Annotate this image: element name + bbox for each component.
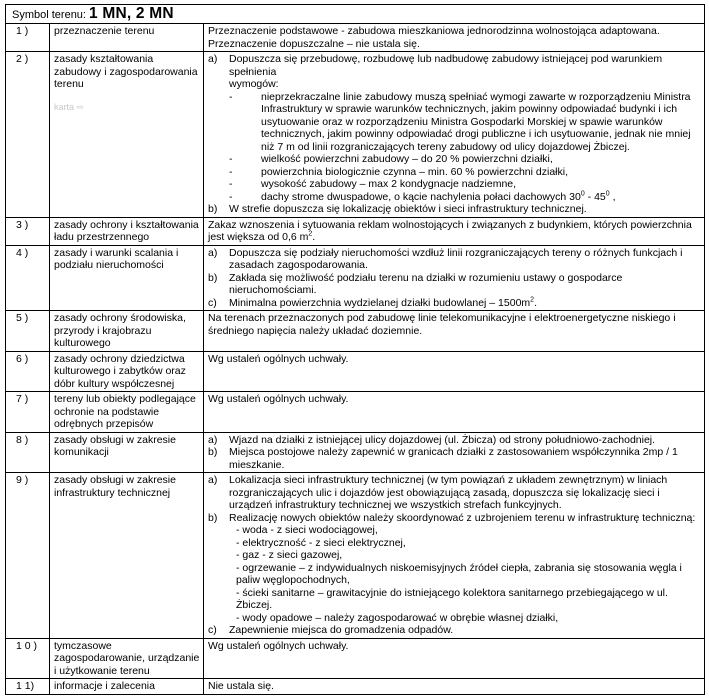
row-content (204, 245, 705, 311)
list-item (208, 297, 701, 310)
content-line: Przeznaczenie dopuszczalne – nie ustala się. (208, 37, 420, 50)
row-number: 1 1) (6, 679, 50, 695)
row-category: zasady i warunki scalania i podziału nieruchomości (50, 245, 204, 311)
row-category: zasady ochrony środowiska, przyrody i krajobrazu kulturowego (50, 311, 204, 352)
plot-size-text: . (534, 296, 537, 309)
utility-item: - ścieki sanitarne – grawitacyjnie do istniejącego kolektora sanitarnego przebiegającego w ul. Żbiczej. (236, 586, 668, 611)
roof-text: dachy strome dwuspadowe, o kącie nachylenia połaci dachowych 30 (261, 190, 581, 203)
row-category: zasady ochrony dziedzictwa kulturowego i zabytków oraz dóbr kultury współczesnej (50, 351, 204, 392)
list-marker: c) (208, 624, 217, 636)
row-content: Wg ustaleń ogólnych uchwały. (204, 392, 705, 433)
row-category: tereny lub obiekty podlegające ochronie na podstawie odrębnych przepisów (50, 392, 204, 433)
list-text: W strefie dopuszcza się lokalizację obiektów i sieci infrastruktury technicznej. (229, 203, 587, 215)
dash-text: powierzchnia biologicznie czynna – min. 60 % powierzchni działki, (261, 165, 568, 178)
symbol-label: Symbol terenu: (12, 9, 86, 21)
utility-item: - gaz - z sieci gazowej, (236, 549, 343, 561)
utility-item: - wody opadowe – należy zagospodarować w obrębie własnej działki, (236, 611, 559, 624)
row-content (204, 24, 705, 52)
row-number: 7 ) (6, 392, 50, 433)
zoning-table (5, 4, 705, 695)
row-category: tymczasowe zagospodarowanie, urządzanie i użytkowanie terenu (50, 638, 204, 679)
list-text: Zapewnienie miejsca do gromadzenia odpadów. (229, 624, 454, 636)
utility-item: - woda - z sieci wodociągowej, (236, 524, 378, 536)
dash-text (261, 191, 701, 204)
symbol-value: 1 MN, 2 MN (89, 5, 174, 22)
dash-item (229, 91, 701, 154)
row-category: przeznaczenie terenu (50, 24, 204, 52)
dash-text: wielkość powierzchni zabudowy – do 20 % powierzchni działki, (261, 153, 553, 165)
table-row (6, 217, 705, 245)
list-item (208, 512, 701, 525)
table-row (6, 245, 705, 311)
content-line: Przeznaczenie podstawowe - zabudowa mieszkaniowa jednorodzinna wolnostojąca adaptowana. (208, 25, 660, 37)
row-number: 2 ) (6, 52, 50, 218)
row-content (204, 432, 705, 473)
row-number: 3 ) (6, 217, 50, 245)
dash-marker: - (229, 90, 233, 103)
faint-watermark-text: karta ⇨ (54, 101, 85, 112)
list-text (229, 297, 701, 310)
list-marker: b) (208, 446, 218, 458)
list-text: Lokalizacja sieci infrastruktury technicznej (w tym powiązań z układem zewnętrznym) w liniach rozgraniczających ulic i dojazdów jest obowiązującą zasadą, dopuszcza się lokalizację sieci i urządzeń infrastruktury technicznej we wszystkich strefach funkcyjnych. (229, 474, 668, 511)
row-content (204, 52, 705, 218)
list-item (208, 474, 701, 512)
list-marker: b) (208, 203, 218, 215)
row-number: 6 ) (6, 351, 50, 392)
list-item (208, 53, 701, 78)
dash-marker: - (229, 190, 233, 203)
row-number: 9 ) (6, 473, 50, 639)
list-item (208, 272, 701, 297)
table-row (6, 432, 705, 473)
row-number: 5 ) (6, 311, 50, 352)
list-text: Realizację nowych obiektów należy skoordynować z uzbrojeniem terenu w infrastrukturę techniczną: (229, 511, 696, 524)
dash-item (229, 191, 701, 204)
table-row (6, 24, 705, 52)
dash-item (229, 166, 701, 179)
row-category: zasady ochrony i kształtowania ładu przestrzennego (50, 217, 204, 245)
table-row (6, 52, 705, 218)
row-category-label: zasady kształtowania zabudowy i zagospodarowania terenu (54, 53, 198, 90)
list-text: Miejsca postojowe należy zapewnić w granicach działki z zastosowaniem współczynnika 2mp / 1 mieszkanie. (229, 446, 678, 471)
row-content (204, 217, 705, 245)
dash-marker: - (229, 153, 233, 165)
table-row (6, 473, 705, 639)
row-content (204, 473, 705, 639)
list-marker: c) (208, 296, 217, 309)
table-row (6, 638, 705, 679)
dash-text: nieprzekraczalne linie zabudowy muszą spełniać wymogi zawarte w rozporządzeniu Ministra Infrastruktury w sprawie warunków technicznych, jakim powinny odpowiadać budynki i ich usytuowanie oraz w rozporządzeniu Ministra Gospodarki Morskiej w spawie warunków technicznych, jakim powinny odpowiadać drogi publiczne i ich usytuowanie, jednak nie mniej niż 7 m od linii rozgraniczających tereny zabudowy od ulicy dojazdowej Żbiczej. (261, 90, 691, 153)
list-text: Dopuszcza się podziały nieruchomości wzdłuż linii rozgraniczających tereny o różnych funkcjach i zasadach zagospodarowania. (229, 246, 683, 271)
row-category: informacje i zalecenia (50, 679, 204, 695)
dash-marker: - (229, 178, 233, 190)
table-row (6, 311, 705, 352)
plot-size-text: Minimalna powierzchnia wydzielanej działki budowlanej – 1500m (229, 296, 531, 309)
roof-text: , (609, 190, 616, 203)
list-text-continued: wymogów: (229, 78, 279, 90)
dash-text: wysokość zabudowy – max 2 kondygnacje nadziemne, (261, 178, 517, 190)
content-text: . (312, 231, 316, 243)
list-marker: a) (208, 433, 218, 446)
area-superscript: 2 (308, 230, 313, 238)
list-marker: a) (208, 246, 218, 259)
row-category (50, 52, 204, 218)
row-content: Wg ustaleń ogólnych uchwały. (204, 638, 705, 679)
dash-item (229, 153, 701, 166)
roof-text: - 45 (584, 190, 606, 203)
dash-item (229, 178, 701, 191)
degree-superscript: 0 (580, 190, 585, 197)
list-item (208, 203, 701, 216)
row-number: 1 ) (6, 24, 50, 52)
list-item (208, 434, 701, 447)
row-content: Nie ustala się. (204, 679, 705, 695)
row-category: zasady obsługi w zakresie infrastruktury technicznej (50, 473, 204, 639)
list-text: Zakłada się możliwość podziału terenu na działki w rozumieniu ustawy o gospodarce nieruchomościami. (229, 271, 623, 296)
list-item (208, 624, 701, 637)
table-row (6, 392, 705, 433)
zoning-document (5, 4, 704, 695)
row-number: 4 ) (6, 245, 50, 311)
list-text: Dopuszcza się przebudowę, rozbudowę lub nadbudowę zabudowy istniejącej pod warunkiem spełnienia (229, 53, 663, 78)
dash-marker: - (229, 165, 233, 178)
row-content: Na terenach przeznaczonych pod zabudowę linie telekomunikacyjne i elektroenergetyczne niskiego i średniego napięcia należy układać doziemnie. (204, 311, 705, 352)
header-row (6, 5, 705, 24)
list-marker: a) (208, 53, 218, 65)
row-content: Wg ustaleń ogólnych uchwały. (204, 351, 705, 392)
table-row (6, 679, 705, 695)
list-marker: b) (208, 271, 218, 284)
symbol-cell (6, 5, 705, 24)
area-superscript: 2 (530, 296, 535, 303)
list-marker: a) (208, 474, 218, 486)
row-number: 1 0 ) (6, 638, 50, 679)
row-number: 8 ) (6, 432, 50, 473)
list-item (208, 446, 701, 471)
list-marker: b) (208, 511, 218, 524)
table-row (6, 351, 705, 392)
degree-superscript: 0 (605, 190, 610, 197)
list-text: Wjazd na działki z istniejącej ulicy dojazdowej (ul. Żbicza) od strony południowo-zachodniej. (229, 433, 656, 446)
utility-item: - ogrzewanie – z indywidualnych niskoemisyjnych źródeł ciepła, zabrania się stosowania węgla i paliw węglopochodnych, (236, 561, 682, 586)
row-category: zasady obsługi w zakresie komunikacji (50, 432, 204, 473)
utility-item: - elektryczność - z sieci elektrycznej, (236, 536, 406, 549)
content-text: Zakaz wznoszenia i sytuowania reklam wolnostojących i związanych z budynkiem, których powierzchnia jest większa od 0,6 m (208, 218, 692, 243)
list-item (208, 247, 701, 272)
